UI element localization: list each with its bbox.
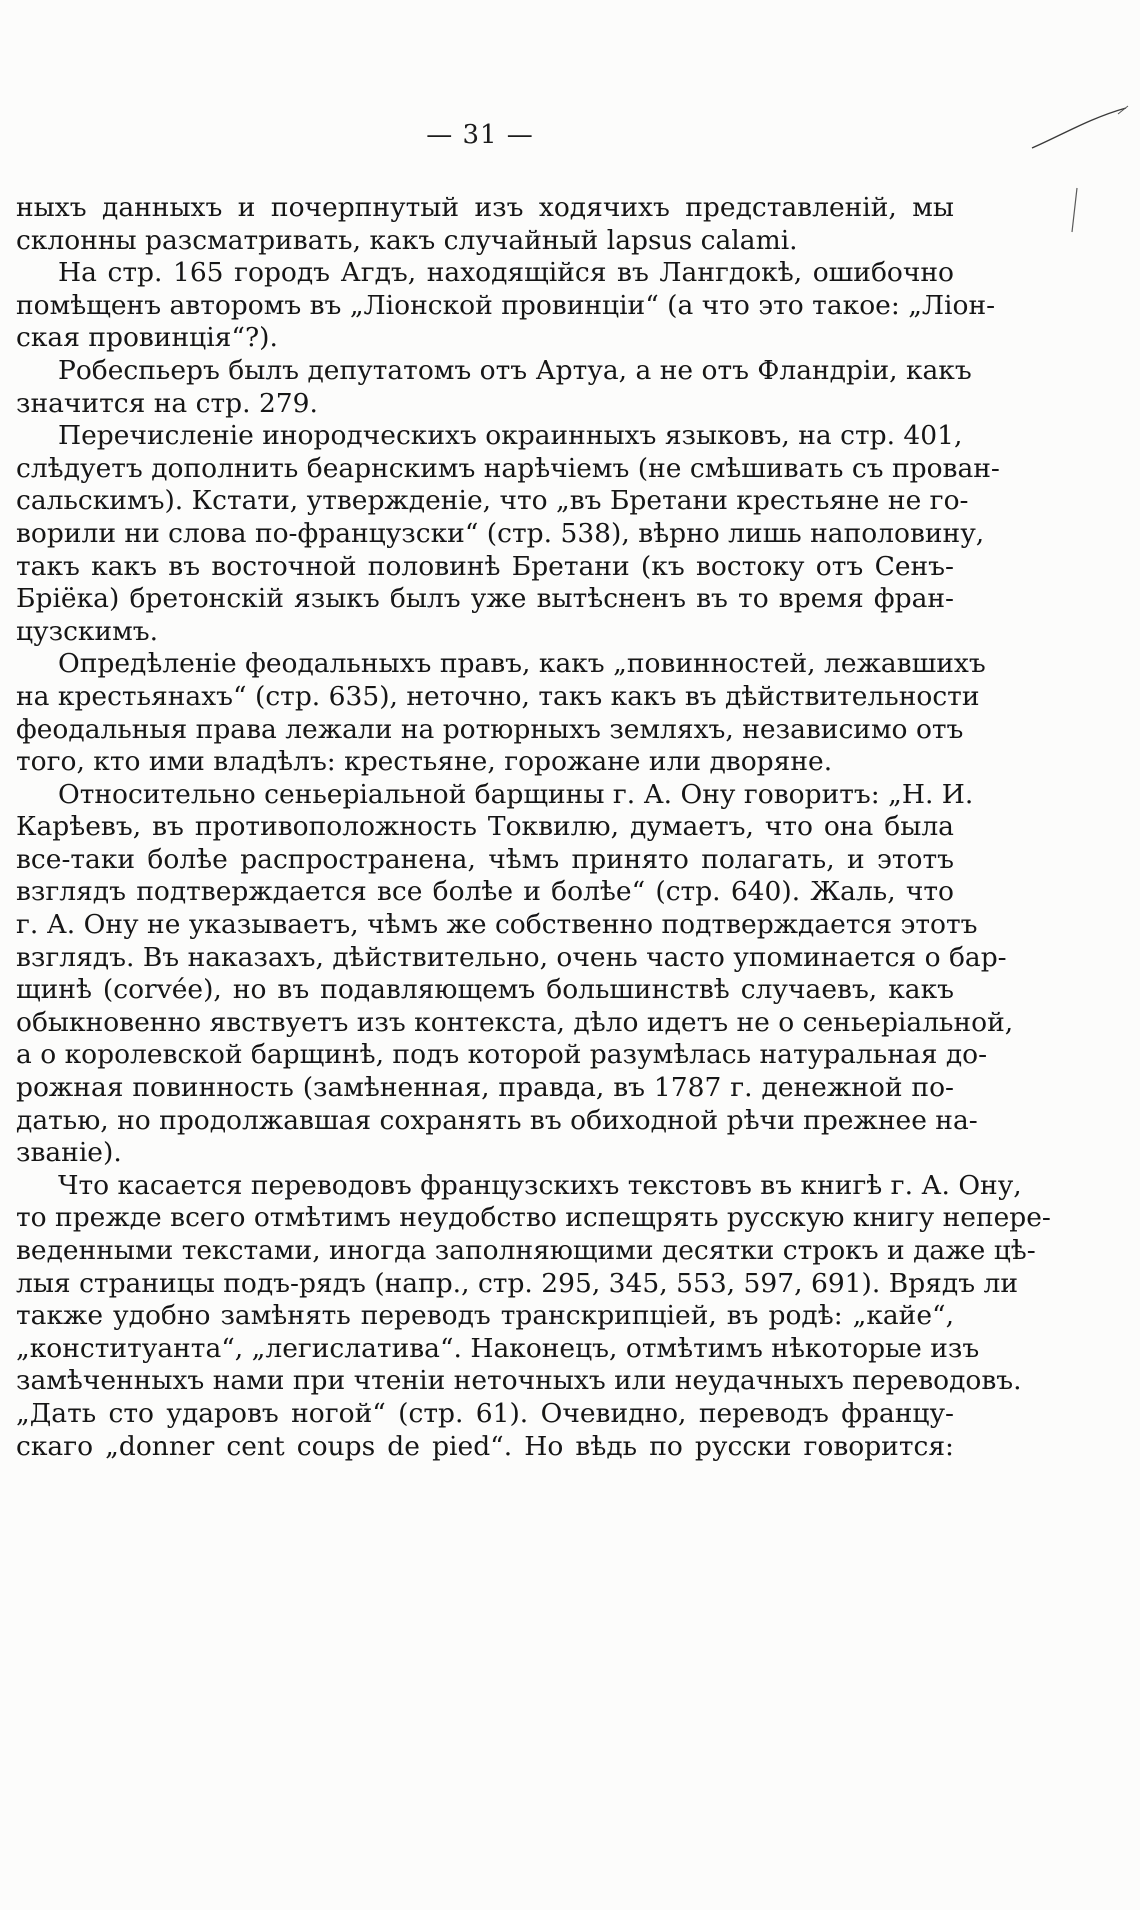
text-line: взглядъ подтверждается все болѣе и болѣе“ (стр. 640). Жаль, что	[16, 876, 954, 908]
text-line: „конституанта“, „легислатива“. Наконецъ, отмѣтимъ нѣкоторые изъ	[16, 1332, 980, 1364]
text-line: Робеспьеръ былъ депутатомъ отъ Артуа, а не отъ Фландріи, какъ	[58, 354, 972, 386]
text-line: а о королевской барщинѣ, подъ которой разумѣлась натуральная до-	[16, 1039, 988, 1071]
text-line: Перечисленіе инородческихъ окраинныхъ языковъ, на стр. 401,	[58, 420, 963, 452]
text-line: веденными текстами, иногда заполняющими десятки строкъ и даже цѣ-	[16, 1235, 1036, 1266]
text-line: на крестьянахъ“ (стр. 635), неточно, такъ какъ въ дѣйствительности	[16, 680, 980, 712]
text-line: того, кто ими владѣлъ: крестьяне, горожане или дворяне.	[16, 746, 833, 778]
page-number: — 31 —	[426, 120, 534, 150]
text-line: щинѣ (corvée), но въ подавляющемъ большинствѣ случаевъ, какъ	[16, 974, 954, 1006]
text-line: г. А. Ону не указываетъ, чѣмъ же собственно подтверждается этотъ	[16, 909, 978, 941]
paragraph	[16, 420, 1000, 648]
text-line: феодальныя права лежали на ротюрныхъ земляхъ, независимо отъ	[16, 713, 964, 745]
paragraph	[16, 354, 972, 420]
text-line: то прежде всего отмѣтимъ неудобство испещрять русскую книгу непере-	[16, 1202, 1051, 1234]
paragraph	[16, 778, 1014, 1170]
paragraph	[16, 1169, 1051, 1463]
text-line: замѣченныхъ нами при чтеніи неточныхъ или неудачныхъ переводовъ.	[16, 1365, 1022, 1397]
text-line: такъ какъ въ восточной половинѣ Бретани (къ востоку отъ Сенъ-	[16, 550, 954, 582]
margin-pen-stroke	[1030, 104, 1130, 154]
text-line: все-таки болѣе распространена, чѣмъ принято полагать, и этотъ	[16, 843, 954, 875]
margin-scan-mark	[1068, 186, 1082, 236]
text-line: Бріёка) бретонскій языкъ былъ уже вытѣсненъ въ то время фран-	[16, 583, 954, 615]
text-line: слѣдуетъ дополнить беарнскимъ нарѣчіемъ (не смѣшивать съ прован-	[16, 452, 1000, 484]
text-line: помѣщенъ авторомъ въ „Ліонской провинціи“ (а что это такое: „Ліон-	[16, 289, 996, 321]
text-line: ныхъ данныхъ и почерпнутый изъ ходячихъ представленій, мы	[16, 192, 954, 223]
text-line: Что касается переводовъ французскихъ текстовъ въ книгѣ г. А. Ону,	[58, 1169, 1022, 1201]
text-line: Опредѣленіе феодальныхъ правъ, какъ „повинностей, лежавшихъ	[58, 648, 986, 680]
text-line: ская провинція“?).	[16, 322, 278, 354]
body-text	[16, 192, 1051, 1463]
text-line: датью, но продолжавшая сохранять въ обиходной рѣчи прежнее на-	[16, 1104, 978, 1136]
text-line: ворили ни слова по-французски“ (стр. 538), вѣрно лишь наполовину,	[16, 517, 985, 549]
text-line: лыя страницы подъ-рядъ (напр., стр. 295, 345, 553, 597, 691). Врядъ ли	[16, 1267, 1018, 1299]
text-line: Относительно сеньеріальной барщины г. А. Ону говоритъ: „Н. И.	[58, 778, 974, 810]
text-line: также удобно замѣнять переводъ транскрипціей, въ родѣ: „кайе“,	[16, 1300, 954, 1332]
text-line: взглядъ. Въ наказахъ, дѣйствительно, очень часто упоминается о бар-	[16, 941, 1007, 973]
text-line: значится на стр. 279.	[16, 387, 318, 419]
text-line: скаго „donner cent coups de pied“. Но вѣдь по русски говорится:	[16, 1430, 954, 1462]
paragraph	[16, 192, 954, 257]
text-line: „Дать сто ударовъ ногой“ (стр. 61). Очевидно, переводъ францу-	[16, 1397, 954, 1429]
text-line: сальскимъ). Кстати, утвержденіе, что „въ Бретани крестьяне не го-	[16, 485, 969, 517]
text-line: цузскимъ.	[16, 615, 159, 647]
text-line: рожная повинность (замѣненная, правда, въ 1787 г. денежной по-	[16, 1072, 954, 1104]
text-line: обыкновенно явствуетъ изъ контекста, дѣло идетъ не о сеньеріальной,	[16, 1006, 1014, 1038]
text-line: званіе).	[16, 1137, 122, 1169]
text-line: склонны разсматривать, какъ случайный lapsus calami.	[16, 224, 798, 256]
text-line: Карѣевъ, въ противоположность Токвилю, думаетъ, что она была	[16, 811, 954, 843]
paragraph	[16, 257, 996, 355]
text-line: На стр. 165 городъ Агдъ, находящійся въ Лангдокѣ, ошибочно	[58, 257, 954, 289]
paragraph	[16, 648, 986, 778]
